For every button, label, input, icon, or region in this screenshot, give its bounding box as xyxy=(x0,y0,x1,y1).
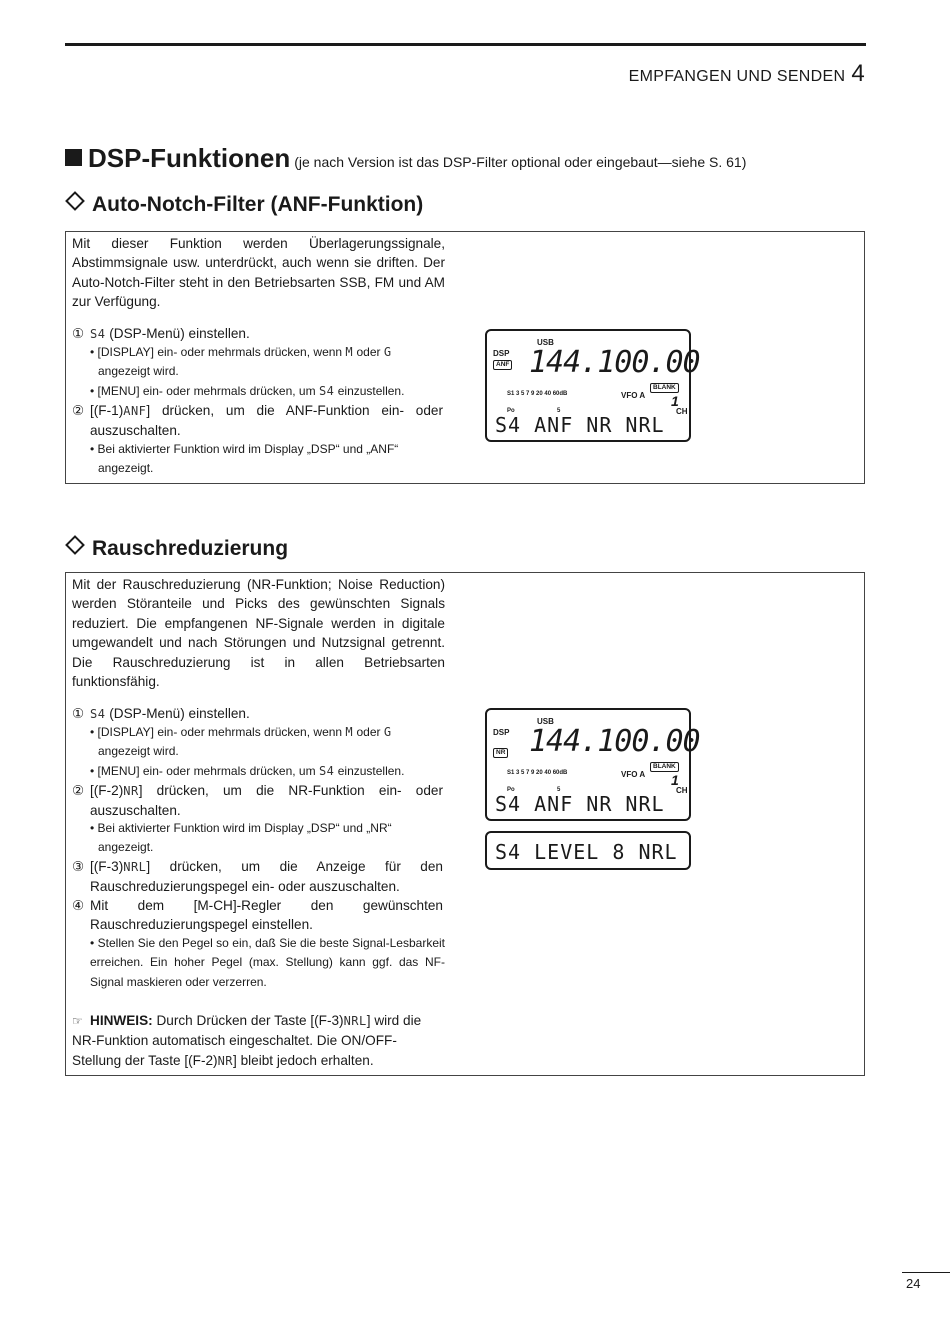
section-heading: DSP-Funktionen xyxy=(88,143,291,173)
segment-text: NR xyxy=(123,784,139,798)
anf-bullet-1b xyxy=(90,382,445,401)
anf-title xyxy=(65,193,423,217)
lcd-blank: BLANK xyxy=(650,383,679,393)
bullet-text: oder xyxy=(353,345,384,359)
nr-bullet-2a xyxy=(90,819,445,858)
note-label: HINWEIS: xyxy=(90,1013,153,1028)
lcd-function-line: S4 ANF NR NRL xyxy=(495,413,665,437)
chapter-number: 4 xyxy=(851,60,865,87)
lcd-display-anf xyxy=(485,329,700,442)
anf-bullet-1a xyxy=(90,343,445,382)
nr-bullet-1a xyxy=(90,723,445,762)
lcd-scale: S1 3 5 7 9 20 40 60dB xyxy=(507,770,568,776)
lcd-dsp: DSP xyxy=(493,728,510,737)
top-rule xyxy=(65,43,866,46)
step-number: ① xyxy=(72,706,85,721)
step-number: ② xyxy=(72,783,85,798)
step-text: [(F-2) xyxy=(90,783,124,798)
note-text: ] wird die NR-Funktion automatisch eingeschaltet. Die ON/OFF-Stellung der Taste [(F-2) xyxy=(72,1013,422,1068)
diamond-icon xyxy=(65,535,85,555)
nr-title-text: Rauschreduzierung xyxy=(92,537,289,560)
anf-intro: Mit dieser Funktion werden Überlagerungssignale, Abstimmsignale usw. unterdrückt, auch wenn sie driften. Der Auto-Notch-Filter steht in den Betriebsarten SSB, FM und AM zur Verfügung. xyxy=(72,236,445,310)
page-number: 24 xyxy=(906,1276,921,1291)
bullet-text: oder xyxy=(353,725,384,739)
nr-step-3 xyxy=(72,857,445,897)
segment-text: S4 xyxy=(90,707,106,721)
step-text: (DSP-Menü) einstellen. xyxy=(105,326,250,341)
lcd-tag: NR xyxy=(493,748,508,758)
segment-text: M xyxy=(345,345,354,359)
anf-title-text: Auto-Notch-Filter (ANF-Funktion) xyxy=(92,193,424,216)
chapter-title: EMPFANGEN UND SENDEN xyxy=(628,68,846,85)
segment-text: G xyxy=(383,725,392,739)
lcd-po: Po xyxy=(507,408,515,414)
lcd-function-line: S4 LEVEL 8 NRL xyxy=(495,840,678,864)
lcd-five: 5 xyxy=(557,787,561,793)
step-number: ① xyxy=(72,326,85,341)
anf-step-2 xyxy=(72,401,445,441)
lcd-blank: BLANK xyxy=(650,762,679,772)
step-text: ] drücken, um die Anzeige für den Rauschreduzierungspegel ein- oder auszuschalten. xyxy=(90,859,443,895)
lcd-frequency: 144.100.00 xyxy=(529,724,700,759)
lcd-function-line: S4 ANF NR NRL xyxy=(495,792,665,816)
segment-text: S4 xyxy=(318,384,335,398)
step-number: ③ xyxy=(72,859,85,874)
segment-text: S4 xyxy=(318,764,335,778)
lcd-dsp: DSP xyxy=(493,349,510,358)
step-text: [(F-1) xyxy=(90,403,124,418)
bullet-text: • [DISPLAY] ein- oder mehrmals drücken, wenn xyxy=(90,345,346,359)
step-text: ] drücken, um die NR-Funktion ein- oder auszuschalten. xyxy=(90,783,443,819)
section-title xyxy=(65,143,746,174)
pointing-hand-icon: ☞ xyxy=(72,1014,83,1028)
lcd-ch-label: CH xyxy=(676,786,688,795)
chapter-header xyxy=(629,60,865,88)
segment-text: NRL xyxy=(123,860,147,874)
step-text: ] drücken, um die ANF-Funktion ein- oder auszuschalten. xyxy=(90,403,443,439)
bullet-text: • Bei aktivierter Funktion wird im Display „DSP“ und „NR“ xyxy=(90,821,392,835)
lcd-mode: USB xyxy=(537,338,554,347)
step-text: (DSP-Menü) einstellen. xyxy=(105,706,250,721)
lcd-ch-label: CH xyxy=(676,407,688,416)
nr-step-2 xyxy=(72,781,445,821)
step-text: [(F-3) xyxy=(90,859,124,874)
lcd-scale: S1 3 5 7 9 20 40 60dB xyxy=(507,391,568,397)
nr-title xyxy=(65,537,288,561)
lcd-vfo: VFO A xyxy=(621,391,646,400)
nr-note xyxy=(72,1011,445,1071)
lcd-display-level xyxy=(485,831,691,870)
bullet-text: angezeigt wird. xyxy=(98,364,179,379)
lcd-po: Po xyxy=(507,787,515,793)
lcd-display-nr xyxy=(485,708,700,821)
bullet-text: angezeigt. xyxy=(98,840,154,855)
anf-bullet-2a xyxy=(90,440,445,479)
segment-text: NRL xyxy=(343,1014,367,1028)
segment-text: M xyxy=(345,725,354,739)
note-text: Durch Drücken der Taste [(F-3) xyxy=(152,1013,344,1028)
footer-rule xyxy=(902,1272,950,1273)
bullet-text: • [MENU] ein- oder mehrmals drücken, um xyxy=(90,764,319,778)
bullet-text: angezeigt wird. xyxy=(98,744,179,759)
nr-bullet-4a xyxy=(90,934,445,992)
lcd-frequency: 144.100.00 xyxy=(529,345,700,380)
bullet-text: einzustellen. xyxy=(334,384,405,398)
square-bullet-icon xyxy=(65,149,82,166)
step-text: Mit dem [M-CH]-Regler den gewünschten Rauschreduzierungspegel einstellen. xyxy=(90,898,443,933)
nr-intro: Mit der Rauschreduzierung (NR-Funktion; Noise Reduction) werden Störanteile und Picks des gewünschten Signals reduziert. Die empfangenen NF-Signale werden in digitale umgewandelt und nach Störungen und Nutzsignal getrennt. Die Rauschreduzierung ist in allen Betriebsarten funktionsfähig. xyxy=(72,577,445,690)
bullet-text: einzustellen. xyxy=(334,764,405,778)
nr-step-1 xyxy=(72,704,445,724)
nr-bullet-1b xyxy=(90,762,445,781)
bullet-text: • Stellen Sie den Pegel so ein, daß Sie die beste Signal-Lesbarkeit erreichen. Ein hoher Pegel (max. Stellung) kann ggf. das NF-Signal maskieren oder verzerren. xyxy=(90,936,445,989)
lcd-mode: USB xyxy=(537,717,554,726)
nr-step-4 xyxy=(72,896,445,935)
note-text: ] bleibt jedoch erhalten. xyxy=(233,1052,374,1068)
segment-text: S4 xyxy=(90,327,106,341)
section-note: (je nach Version ist das DSP-Filter optional oder eingebaut—siehe S. 61) xyxy=(294,154,747,170)
step-number: ② xyxy=(72,403,85,418)
bullet-text: • Bei aktivierter Funktion wird im Display „DSP“ und „ANF“ xyxy=(90,442,399,456)
anf-step-1 xyxy=(72,324,445,344)
lcd-vfo: VFO A xyxy=(621,770,646,779)
diamond-icon xyxy=(65,191,85,211)
bullet-text: angezeigt. xyxy=(98,461,154,476)
bullet-text: • [MENU] ein- oder mehrmals drücken, um xyxy=(90,384,319,398)
lcd-five: 5 xyxy=(557,408,561,414)
segment-text: G xyxy=(383,345,392,359)
bullet-text: • [DISPLAY] ein- oder mehrmals drücken, wenn xyxy=(90,725,346,739)
lcd-channel: 1 xyxy=(671,393,679,409)
segment-text: ANF xyxy=(123,404,147,418)
lcd-tag: ANF xyxy=(493,360,512,370)
step-number: ④ xyxy=(72,898,85,913)
lcd-channel: 1 xyxy=(671,772,679,788)
segment-text: NR xyxy=(217,1053,234,1068)
